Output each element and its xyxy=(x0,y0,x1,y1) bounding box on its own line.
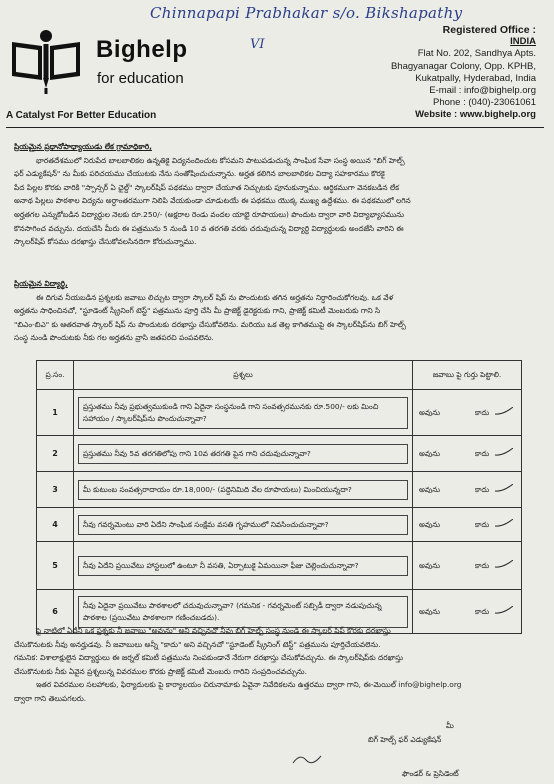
paragraph-line: అర్హతగల ఎన్నుకోబడిన విద్యార్థుల నెలకు రూ.250/- (అక్షరాల రెండు వందల యాభై రూపాయలు) పొందుట ద్వారా వారి విద్యాభ్యాసమును xyxy=(14,209,405,219)
question-text: నీవు ఏదైనా ప్రయివేటు పాఠశాలలో చదువుచున్నావా? (గమనిక - గవర్నమెంట్ సబ్సిడీ ద్వారా నడుపుచున్న పాఠశాల (ప్రయివేటు పాఠశాలగా గణించబడదు). xyxy=(78,596,408,628)
answer-no[interactable]: కాదు xyxy=(475,448,490,458)
table-row xyxy=(37,390,522,436)
answer-yes[interactable]: అవును xyxy=(419,484,441,494)
student-section xyxy=(14,277,538,345)
question-cell xyxy=(74,436,413,472)
header-answer: జవాబు పై గుర్తు పెట్టాలి. xyxy=(413,361,522,390)
answer-cell[interactable] xyxy=(413,436,522,472)
question-text: మీ కుటుంబ సంవత్సరాదాయం రూ.18,000/- (పద్దెనిమిది వేల రూపాయలు) మించియున్నదా? xyxy=(78,480,408,500)
question-cell xyxy=(74,390,413,436)
sign-off: మీ xyxy=(446,721,454,730)
answer-cell[interactable] xyxy=(413,508,522,542)
question-cell xyxy=(74,508,413,542)
handwritten-name: Chinnapapi Prabhakar s/o. Bikshapathy xyxy=(150,4,463,22)
paragraph-line: చేసుకొనుటకు నీవు అనర్హుడవు. నీ జవాబులు అన్నీ "కాదు" అని వచ్చినచో "స్టూడెంట్ స్క్రీనింగ్ టెస్ట్" పత్రమును పూర్తిచేయవలెను. xyxy=(14,639,381,649)
paragraph-line: పేద పిల్లల కొరకు వారికి "స్పాన్సర్ ఏ ఛైల్డ్" స్కాలర్‌షిప్ పథకము ద్వారా చేయూత నిచ్చుటకు పూనుకున్నాము. ఆర్థికముగా వెనకబడిన లేక xyxy=(14,182,400,192)
tagline: A Catalyst For Better Education xyxy=(6,110,157,121)
answer-cell[interactable] xyxy=(413,542,522,590)
registered-office-block xyxy=(391,24,536,122)
handwritten-mark: VI xyxy=(250,37,265,52)
founder-title: ఫౌండర్ & ప్రెసిడెంట్ xyxy=(402,769,459,778)
paragraph-line: ఈ దిగువ నీయబడిన ప్రశ్నలకు జవాబు లిచ్చుట ద్వారా స్కాలర్ షిప్ ను పొందుటకు తగిన అర్హతను నిర్ధారించుకోగలవు. ఒక వేళ xyxy=(36,292,394,302)
office-heading: Registered Office : xyxy=(442,24,536,36)
answer-yes[interactable]: అవును xyxy=(419,560,441,570)
check-mark-icon xyxy=(495,519,513,527)
paragraph-line: సంస్థ నుండి పొందుటకు నీకు గల అర్హతను వ్రాసి జతపరచి పంపవలెను. xyxy=(14,333,214,343)
question-number: 1 xyxy=(37,390,74,436)
table-header-row xyxy=(37,361,522,390)
question-cell xyxy=(74,472,413,508)
answer-no[interactable]: కాదు xyxy=(475,560,490,570)
header-number: ప్ర.సం. xyxy=(37,361,74,390)
answer-no[interactable]: కాదు xyxy=(475,484,490,494)
check-mark-icon xyxy=(495,407,513,415)
question-text: నీవు గవర్నమెంటు వారి ఏదేని సాంఘిక సంక్షేమ వసతి గృహములో నివసించుచున్నావా? xyxy=(78,515,408,535)
question-cell xyxy=(74,542,413,590)
answer-no[interactable]: కాదు xyxy=(475,407,490,417)
answer-yes[interactable]: అవును xyxy=(419,407,441,417)
question-text: ప్రస్తుతము నీవు 5వ తరగతిలోపు గాని 10వ తరగతి పైన గాని చదువుచున్నావా? xyxy=(78,444,408,464)
answer-yes[interactable]: అవును xyxy=(419,519,441,529)
paragraph-line: గమనిక: విశాలాక్షులైన విద్యార్థులు ఈ జర్నల్ కమిటీ పత్రమును నింపకుండానే నేరుగా దరఖాస్తు చేసుకోవచ్చును. ఈ స్కాలర్‌షిప్‌కు దరఖాస్తు xyxy=(14,653,404,663)
paragraph-line: స్కాలర్‌షిప్ కోసము దరఖాస్తు చేసుకోవలసినదిగా కోరుచున్నాము. xyxy=(14,237,197,247)
check-mark-icon xyxy=(495,448,513,456)
office-country: INDIA xyxy=(510,36,536,48)
question-number: 4 xyxy=(37,508,74,542)
header-question: ప్రశ్నలు xyxy=(74,361,413,390)
answer-yes[interactable]: అవును xyxy=(419,606,441,616)
signature-scribble-icon xyxy=(292,751,322,765)
header-divider xyxy=(6,127,544,128)
check-mark-icon xyxy=(495,484,513,492)
paragraph-line: పై నాటిలో ఏదేని ఒక ప్రశ్నకు నీ జవాబు "అవును" అని వచ్చినచో నీవు బిగ్ హెల్ప్ సంస్థ నుండి ఈ స్కాలర్ షిప్ కొరకు దరఖాస్తు xyxy=(36,626,391,635)
question-number: 2 xyxy=(37,436,74,472)
paragraph-line: చేసుకొనుటకు నీకు ఏవైన ప్రశ్నలున్న వివరముల కొరకు ప్రాజెక్ట్ కమిటీ మెంబరు గారిని సంప్రదించవచ్చును. xyxy=(14,666,307,676)
paragraph-line: భారతదేశములో నిరుపేద బాలబాలికల ఉన్నతికై విద్యనందించుట కోసమని పాటుపడుచున్న సాంఘిక సేవా సంస్థ అయిన "బిగ్ హెల్ప్ xyxy=(36,155,405,165)
table-row xyxy=(37,472,522,508)
answer-no[interactable]: కాదు xyxy=(475,519,490,529)
paragraph-line: కొనసాగించ వచ్చును. దయచేసి మీరు ఈ పత్రమును 5 నుండి 10 వ తరగతి వరకు చదువుచున్న విద్యార్థి విద్యార్థులకు అందజేసి వారిని ఈ xyxy=(14,223,404,233)
question-number: 5 xyxy=(37,542,74,590)
address-line: Flat No. 202, Sandhya Apts. xyxy=(417,48,536,60)
office-website: Website : www.bighelp.org xyxy=(415,109,536,121)
office-email: E-mail : info@bighelp.org xyxy=(429,85,536,97)
answer-no[interactable]: కాదు xyxy=(475,606,490,616)
question-number: 3 xyxy=(37,472,74,508)
paragraph-line: ఇతర వివరముల సలహాలకు, ఫిర్యాదులకు పై కార్యాలయం చిరునామాకు ఏవైనా నివేదికలను ఉత్తరము ద్వారా గాని, ఈ-మెయిల్ info@bighelp.org xyxy=(36,680,462,690)
organization-signature: బిగ్ హెల్ప్ ఫర్ ఎడ్యుకేషన్ xyxy=(368,735,442,744)
brand-name: Bighelp xyxy=(96,36,188,63)
open-book-logo-icon xyxy=(8,28,84,96)
eligibility-table xyxy=(36,360,522,634)
question-text: ప్రస్తుతము నీవు ప్రభుత్వముకుండి గాని ఏదైనా సంస్థనుండి గాని సంవత్సరమునకు రూ.500/- లకు మించి సహాయం / స్కాలర్‌షిప్‌ను పొందుచున్నావా? xyxy=(78,397,408,429)
paragraph-line: ఫర్ ఎడ్యుకేషన్" ను మీకు పరిచయము చేయుటకు నేను సంతోషించుచున్నాను. అర్హత కలిగిన బాలబాలికల విద్యా సహకారము కొరకై xyxy=(14,169,385,179)
letter-intro xyxy=(14,140,538,249)
answer-cell[interactable] xyxy=(413,390,522,436)
answer-yes[interactable]: అవును xyxy=(419,448,441,458)
check-mark-icon xyxy=(495,606,513,614)
student-greeting: ప్రియమైన విద్యార్థి, xyxy=(14,279,68,288)
closing-paragraph xyxy=(14,624,538,706)
greeting: ప్రియమైన ప్రధానోపాధ్యాయుడు లేక గ్రామాధికారి, xyxy=(14,142,152,151)
paragraph-line: "బిఎం-బిఎ" కు ఆతరవాత స్కాలర్ షిప్ ను పొందుటకు దరఖాస్తు చేసుకోవలెను. మరియు ఒక తెల్ల కాగితముపై ఈ స్కాలర్‌షిప్‌ను బిగ్ హెల్ప్ xyxy=(14,319,406,329)
table-row xyxy=(37,542,522,590)
brand-subtitle: for education xyxy=(97,70,184,87)
question-text: నీవు ఏదేని ప్రయివేటు హాస్టలులో ఉంటూ నీ వసతి, ఏర్పాటుకై ఏమయినా ఫీజు చెల్లించుచున్నావా? xyxy=(78,556,408,576)
table-row xyxy=(37,508,522,542)
paragraph-line: ద్వారా గాని తెలుపగలరు. xyxy=(14,693,87,703)
office-phone: Phone : (040)-23061061 xyxy=(433,97,536,109)
question-number: 6 xyxy=(37,590,74,634)
address-line: Bhagyanagar Colony, Opp. KPHB, xyxy=(390,60,536,72)
paragraph-line: అర్హతను సాధించినచో, "స్టూడెంట్ స్క్రీనింగ్ టెస్ట్" పత్రమును పూర్తి చేసి మీ ప్రాజెక్ట్ డైరెక్టరుకు గాని, ప్రాజెక్ట్ కమిటీ మెంబరుకు గాని సి xyxy=(14,306,381,316)
table-row xyxy=(37,436,522,472)
paragraph-line: అనాథ పిల్లలు పాఠశాల విద్యను అర్ధాంతరముగా నిలిపి వేయకుండా చూడుటయే ఈ పథకము యొక్క ముఖ్య ఉద్దేశము. ఈ పథకములో లగిన xyxy=(14,196,411,206)
answer-cell[interactable] xyxy=(413,472,522,508)
address-line: Kukatpally, Hyderabad, India xyxy=(415,72,536,84)
check-mark-icon xyxy=(495,560,513,568)
